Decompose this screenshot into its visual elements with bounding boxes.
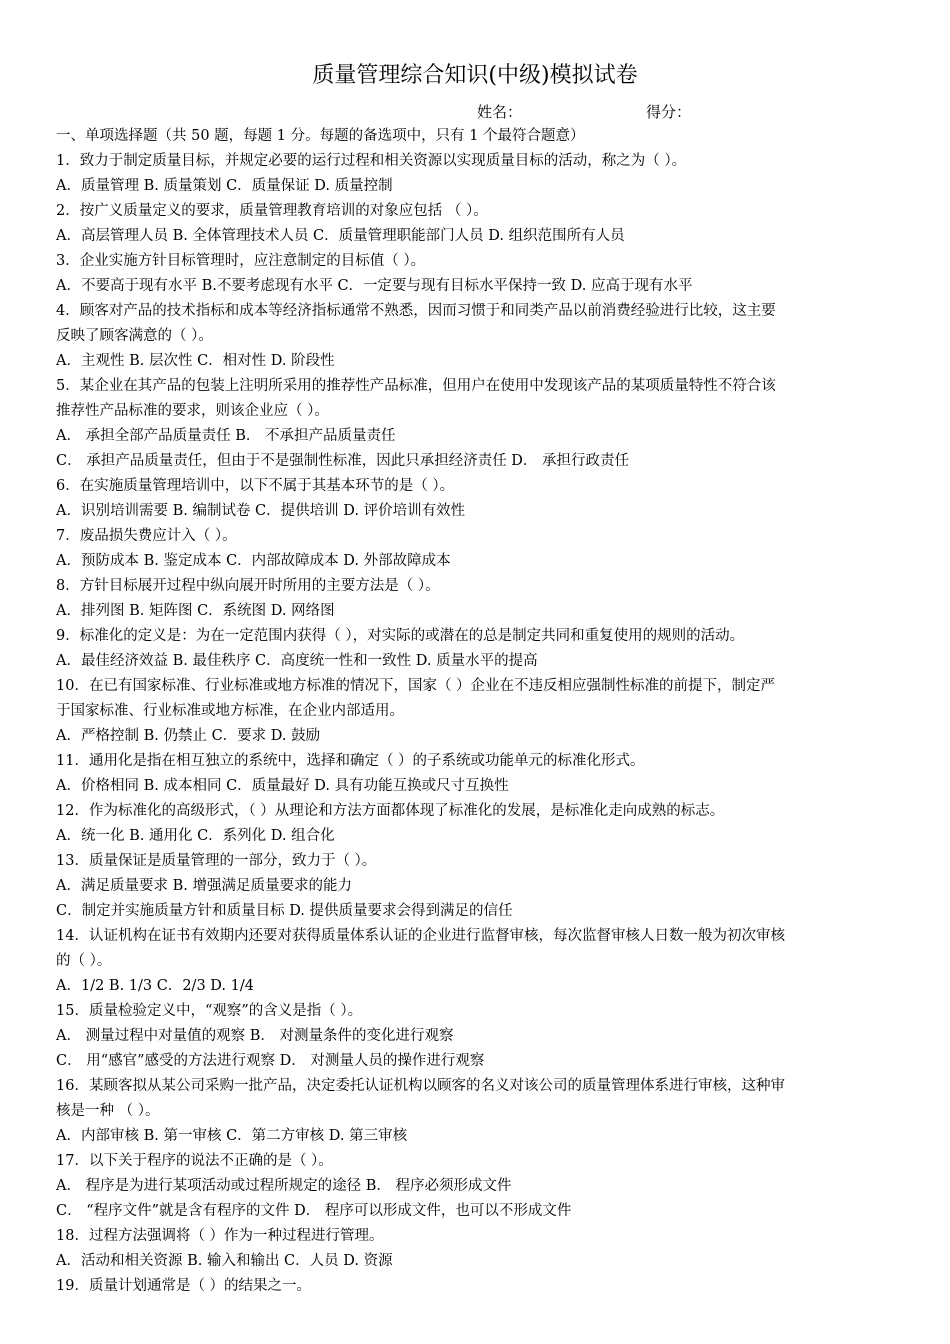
text-line: C． 承担产品质量责任，但由于不是强制性标准，因此只承担经济责任 D． 承担行政责任 [56, 453, 630, 469]
text-line: 核是一种 （ ）。 [56, 1103, 160, 1119]
text-line: 的（ ）。 [56, 953, 112, 969]
text-line: 1．致力于制定质量目标，并规定必要的运行过程和相关资源以实现质量目标的活动，称之为（ ）。 [56, 153, 687, 169]
question-body [56, 124, 896, 1299]
name-label: 姓名： [477, 103, 523, 121]
text-line: A．高层管理人员 B. 全体管理技术人员 C．质量管理职能部门人员 D. 组织范围所有人员 [56, 228, 625, 244]
text-line: 10．在已有国家标准、行业标准或地方标准的情况下，国家（ ）企业在不违反相应强制性标准的前提下，制定严 [56, 678, 776, 694]
text-line: 4．顾客对产品的技术指标和成本等经济指标通常不熟悉，因而习惯于和同类产品以前消费经验进行比较，这主要 [56, 303, 776, 319]
text-line: 7．废品损失费应计入（ ）。 [56, 528, 237, 544]
text-line: 18．过程方法强调将（ ）作为一种过程进行管理。 [56, 1228, 384, 1244]
text-line: A．活动和相关资源 B. 输入和输出 C．人员 D. 资源 [56, 1253, 393, 1269]
text-line: 8．方针目标展开过程中纵向展开时所用的主要方法是（ ）。 [56, 578, 440, 594]
text-line: A．最佳经济效益 B. 最佳秩序 C．高度统一性和一致性 D. 质量水平的提高 [56, 653, 538, 669]
text-line: 12．作为标准化的高级形式，（ ）从理论和方法方面都体现了标准化的发展，是标准化走向成熟的标志。 [56, 803, 725, 819]
text-line: 9．标准化的定义是：为在一定范围内获得（ ），对实际的或潜在的总是制定共同和重复使用的规则的活动。 [56, 628, 745, 644]
text-line: 13．质量保证是质量管理的一部分，致力于（ ）。 [56, 853, 377, 869]
text-line: 于国家标准、行业标准或地方标准，在企业内部适用。 [56, 703, 404, 719]
text-line: A．排列图 B. 矩阵图 C．系统图 D. 网络图 [56, 603, 335, 619]
text-line: A．价格相同 B. 成本相同 C．质量最好 D. 具有功能互换或尺寸互换性 [56, 778, 509, 794]
text-line: C． “程序文件”就是含有程序的文件 D． 程序可以形成文件，也可以不形成文件 [56, 1203, 572, 1219]
text-line: A．预防成本 B. 鉴定成本 C．内部故障成本 D. 外部故障成本 [56, 553, 451, 569]
text-line: 16．某顾客拟从某公司采购一批产品，决定委托认证机构以顾客的名义对该公司的质量管理体系进行审核，这种审 [56, 1078, 785, 1094]
text-line: 15．质量检验定义中，“观察”的含义是指（ ）。 [56, 1003, 363, 1019]
text-line: A．不要高于现有水平 B.不要考虑现有水平 C．一定要与现有目标水平保持一致 D. 应高于现有水平 [56, 278, 693, 294]
text-line: A．识别培训需要 B. 编制试卷 C．提供培训 D. 评价培训有效性 [56, 503, 466, 519]
text-line: 6．在实施质量管理培训中，以下不属于其基本环节的是（ ）。 [56, 478, 455, 494]
text-line: C．制定并实施质量方针和质量目标 D. 提供质量要求会得到满足的信任 [56, 903, 513, 919]
document-title: 质量管理综合知识(中级)模拟试卷 [312, 63, 638, 88]
text-line: 11．通用化是指在相互独立的系统中，选择和确定（ ）的子系统或功能单元的标准化形式。 [56, 753, 645, 769]
text-line: 2．按广义质量定义的要求，质量管理教育培训的对象应包括 （ ）。 [56, 203, 488, 219]
text-line: 14．认证机构在证书有效期内还要对获得质量体系认证的企业进行监督审核，每次监督审核人日数一般为初次审核 [56, 928, 785, 944]
text-line: 反映了顾客满意的（ ）。 [56, 328, 213, 344]
text-line: A．满足质量要求 B. 增强满足质量要求的能力 [56, 878, 352, 894]
text-line: A．质量管理 B. 质量策划 C．质量保证 D. 质量控制 [56, 178, 393, 194]
text-line: 3．企业实施方针目标管理时，应注意制定的目标值（ ）。 [56, 253, 426, 269]
text-line: 5．某企业在其产品的包装上注明所采用的推荐性产品标准，但用户在使用中发现该产品的某项质量特性不符合该 [56, 378, 776, 394]
text-line: A．严格控制 B. 仍禁止 C．要求 D. 鼓励 [56, 728, 321, 744]
text-line: A． 承担全部产品质量责任 B． 不承担产品质量责任 [56, 428, 396, 444]
score-label: 得分： [646, 103, 692, 121]
text-line: C． 用“感官”感受的方法进行观察 D． 对测量人员的操作进行观察 [56, 1053, 485, 1069]
text-line: A．1/2 B. 1/3 C．2/3 D. 1/4 [56, 978, 254, 994]
text-line: A．主观性 B. 层次性 C．相对性 D. 阶段性 [56, 353, 335, 369]
text-line: 17．以下关于程序的说法不正确的是（ ）。 [56, 1153, 333, 1169]
text-line: A． 测量过程中对量值的观察 B． 对测量条件的变化进行观察 [56, 1028, 454, 1044]
text-line: A．内部审核 B. 第一审核 C．第二方审核 D. 第三审核 [56, 1128, 408, 1144]
text-line: A． 程序是为进行某项活动或过程所规定的途径 B． 程序必须形成文件 [56, 1178, 512, 1194]
text-line: 推荐性产品标准的要求，则该企业应（ ）。 [56, 403, 329, 419]
text-line: 19．质量计划通常是（ ）的结果之一。 [56, 1278, 312, 1294]
text-line: A．统一化 B. 通用化 C．系列化 D. 组合化 [56, 828, 335, 844]
text-line: 一、单项选择题（共 50 题，每题 1 分。每题的备选项中，只有 1 个最符合题意） [56, 128, 585, 144]
